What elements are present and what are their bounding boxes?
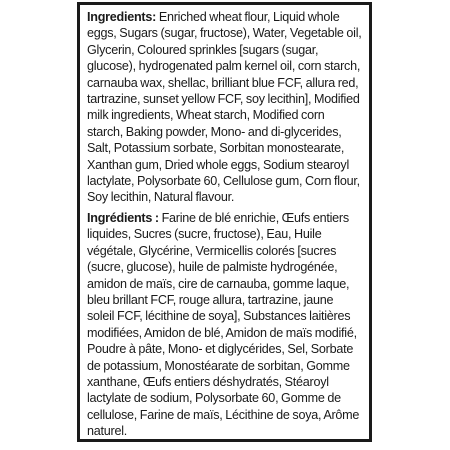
- english-ingredients-text: Enriched wheat flour, Liquid whole eggs, Sugars (sugar, fructose), Water, Vegetable oil, Glycerin, Coloured sprinkles [sugars (sugar, glucose), hydrogenated palm kernel oil, corn starch, carnauba wax, shellac, brilliant blue FCF, allura red, tartrazine, sunset yellow FCF, soy lecithin], Modified milk ingredients, Wheat starch, Modified corn starch, Baking powder, Mono- and di-glycerides, Salt, Potassium sorbate, Sorbitan monostearate, Xanthan gum, Dried whole eggs, Sodium stearoyl lactylate, Polysorbate 60, Cellulose gum, Corn flour, Soy lecithin, Natural flavour.: [87, 10, 362, 205]
- french-ingredients-text: Farine de blé enrichie, Œufs entiers liquides, Sucres (sucre, fructose), Eau, Huile végétale, Glycérine, Vermicellis colorés [sucres (sucre, glucose), huile de palmiste hydrogénée, amidon de maïs, cire de carnauba, gomme laque, bleu brillant FCF, rouge allura, tartrazine, jaune soleil FCF, lécithine de soya], Substances laitières modifiées, Amidon de blé, Amidon de maïs modifié, Poudre à pâte, Mono- et diglycérides, Sel, Sorbate de potassium, Monostéarate de sorbitan, Gomme xanthane, Œufs entiers déshydratés, Stéaroyl lactylate de sodium, Polysorbate 60, Gomme de cellulose, Farine de maïs, Lécithine de soya, Arôme naturel.: [87, 210, 360, 439]
- english-ingredients-paragraph: [87, 9, 362, 206]
- ingredients-label-panel: [77, 2, 372, 442]
- english-ingredients-heading: Ingredients:: [87, 10, 157, 24]
- french-ingredients-heading: Ingrédients :: [87, 210, 159, 225]
- french-ingredients-paragraph: [87, 210, 362, 440]
